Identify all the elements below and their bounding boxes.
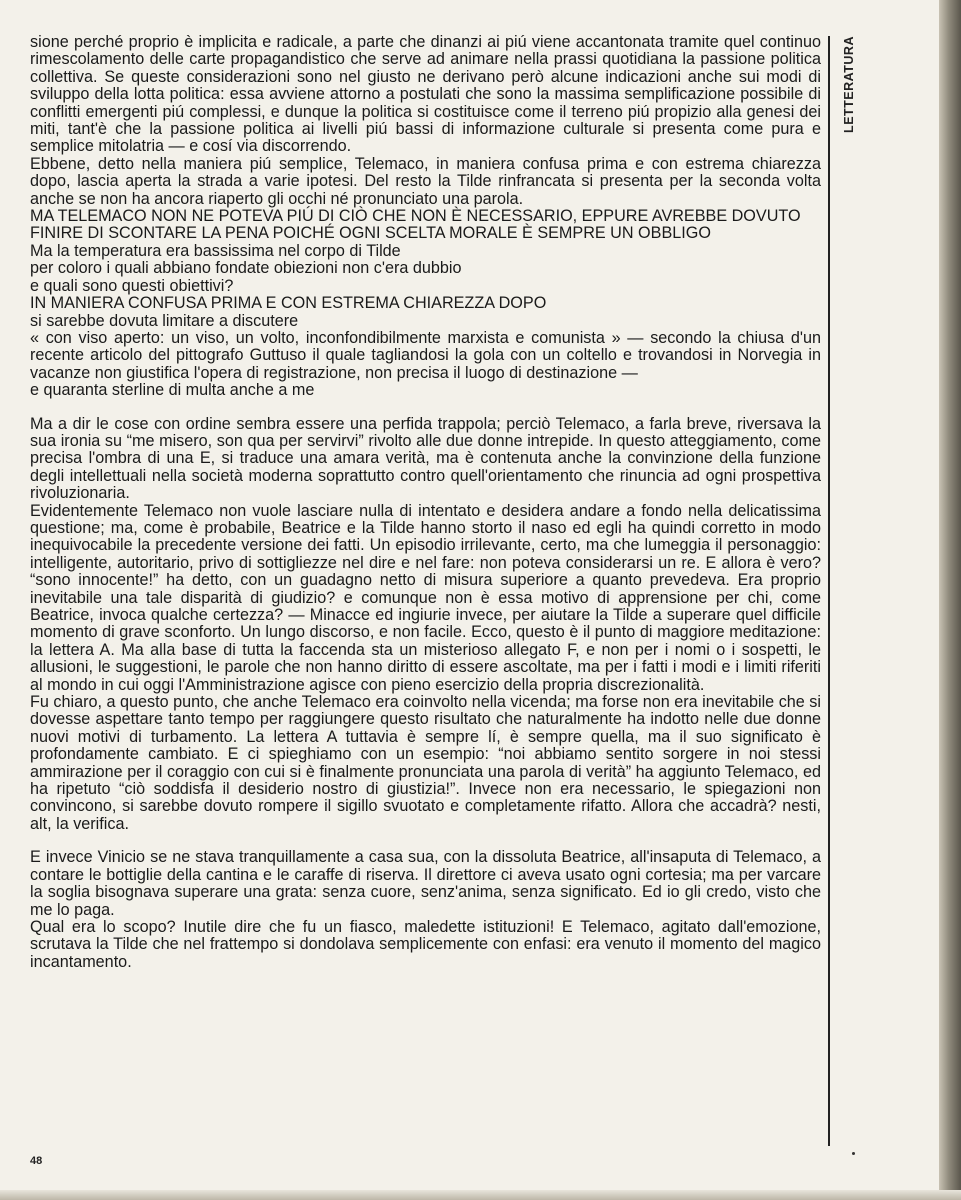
column-rule: [828, 36, 830, 1146]
paragraph: Ma a dir le cose con ordine sembra essere una perfida trappola; perciò Telemaco, a farla breve, riversava la sua ironia su “me misero, son qua per servirvi” rivolto alle due donne intrepide. In questo atteggiamento, come precisa l'ombra di una E, si traduce una amara verità, ma è contenuta anche la convinzione della funzione degli intellettuali nella società moderna soprattutto contro quell'orientamento che rinuncia ad ogni prospettiva rivoluzionaria.: [30, 414, 821, 503]
page-edge-shadow: [939, 0, 961, 1200]
page-number: 48: [30, 1155, 43, 1167]
paragraph: e quaranta sterline di multa anche a me: [30, 381, 315, 400]
paragraph: Qual era lo scopo? Inutile dire che fu un fiasco, maledette istituzioni! E Telemaco, agitato dall'emozione, scrutava la Tilde che nel frattempo si dondolava semplicemente con enfasi: era venuto il momento del magico incantamento.: [30, 917, 821, 971]
paragraph: Ebbene, detto nella maniera piú semplice, Telemaco, in maniera confusa prima e con estrema chiarezza dopo, lascia aperta la strada a varie ipotesi. Del resto la Tilde rinfrancata si presenta per la seconda volta anche se non ha ancora riaperto gli occhi né pronunciato una parola.: [30, 154, 821, 208]
page-bottom-edge: [0, 1190, 961, 1200]
article-body: [30, 34, 821, 971]
paragraph: E invece Vinicio se ne stava tranquillamente a casa sua, con la dissoluta Beatrice, all'insaputa di Telemaco, a contare le bottiglie della cantina e le caraffe di riserva. Il direttore ci aveva usato ogni cortesia; ma per varcare la soglia bisognava superare una grata: senza cuore, senz'anima, senza significato. Ed io gli credo, visto che me lo paga.: [30, 848, 821, 919]
paragraph: IN MANIERA CONFUSA PRIMA E CON ESTREMA CHIAREZZA DOPO: [30, 294, 547, 313]
paragraph-gap: [30, 833, 821, 849]
paragraph: Fu chiaro, a questo punto, che anche Telemaco era coinvolto nella vicenda; ma forse non era inevitabile che si dovesse aspettare tanto tempo per raggiungere questo risultato che naturalmente ha indotto nelle due donne nuovi motivi di turbamento. La lettera A tuttavia è sempre lí, è sempre quella, ma il suo significato è profondamente cambiato. E ci spieghiamo con un esempio: “noi abbiamo sentito sorgere in noi stessi ammirazione per il coraggio con cui si è finalmente pronunciata una parola di verità” ha aggiunto Telemaco, ed ha ripetuto “ciò soddisfa il desiderio nostro di giustizia!”. Invece non era necessario, le spiegazioni non convincono, si sarebbe dovuto rompere il sigillo svuotato e completamente rifatto. Allora che accadrà? nesti, alt, la verifica.: [30, 693, 821, 833]
paragraph: MA TELEMACO NON NE POTEVA PIÚ DI CIÒ CHE NON È NECESSARIO, EPPURE AVREBBE DOVUTO FINIRE DI SCONTARE LA PENA POICHÉ OGNI SCELTA MORALE È SEMPRE UN OBBLIGO: [30, 207, 801, 243]
paragraph-gap: [30, 400, 821, 416]
paragraph: Ma la temperatura era bassissima nel corpo di Tilde: [30, 241, 401, 260]
print-mark: [852, 1152, 855, 1155]
paragraph: « con viso aperto: un viso, un volto, inconfondibilmente marxista e comunista » — secondo la chiusa d'un recente articolo del pittografo Guttuso il quale tagliandosi la gola con un coltello e trovandosi in Norvegia in vacanze non giustifica l'opera di registrazione, non precisa il luogo di destinazione —: [30, 328, 821, 382]
paragraph: per coloro i quali abbiano fondate obiezioni non c'era dubbio: [30, 259, 462, 278]
paragraph: si sarebbe dovuta limitare a discutere: [30, 311, 299, 330]
paragraph: sione perché proprio è implicita e radicale, a parte che dinanzi ai piú viene accantonata tramite quel continuo rimescolamento delle carte propagandistico che serve ad animare nella prassi quotidiana la passione politica collettiva. Se queste considerazioni sono nel giusto ne derivano però alcune indicazioni anche sui modi di sviluppo della lotta politica: essa avviene attorno a postulati che sono la massima semplificazione possibile di conflitti emergenti piú complessi, e dunque la politica si costituisce come il terreno piú propizio alla genesi dei miti, tant'è che la passione politica ai livelli piú bassi di informazione culturale si presenta come pura e semplice mitolatria — e cosí via discorrendo.: [30, 33, 821, 156]
section-label: LETTERATURA: [842, 36, 856, 133]
paragraph: e quali sono questi obiettivi?: [30, 276, 234, 295]
paragraph: Evidentemente Telemaco non vuole lasciare nulla di intentato e desidera andare a fondo nella delicatissima questione; ma, come è probabile, Beatrice e la Tilde hanno storto il naso ed egli ha quindi corretto in modo inequivocabile la precedente versione dei fatti. Un episodio irrilevante, certo, ma che lumeggia il personaggio: intelligente, autoritario, privo di sottigliezze nel dire e nel fare: non poteva considerarsi un re. E allora è vero? “sono innocente!” ha detto, con un guadagno netto di misura superiore a quanto prevedeva. Era proprio inevitabile una tale disparità di giudizio? e comunque non è essa motivo di apprensione per chi, come Beatrice, invoca qualche certezza? — Minacce ed ingiurie invece, per aiutare la Tilde a superare quel difficile momento di grave sconforto. Un lungo discorso, e non facile. Ecco, questo è il punto di maggiore meditazione: la lettera A. Ma alla base di tutta la faccenda sta un misterioso allegato F, e non per i nomi o i sospetti, le allusioni, le suggestioni, le parole che non hanno diritto di essere ascoltate, ma per i fatti i modi e i limiti riferiti al mondo in cui oggi l'Amministrazione agisce con pieno esercizio della propria discrezionalità.: [30, 501, 821, 694]
